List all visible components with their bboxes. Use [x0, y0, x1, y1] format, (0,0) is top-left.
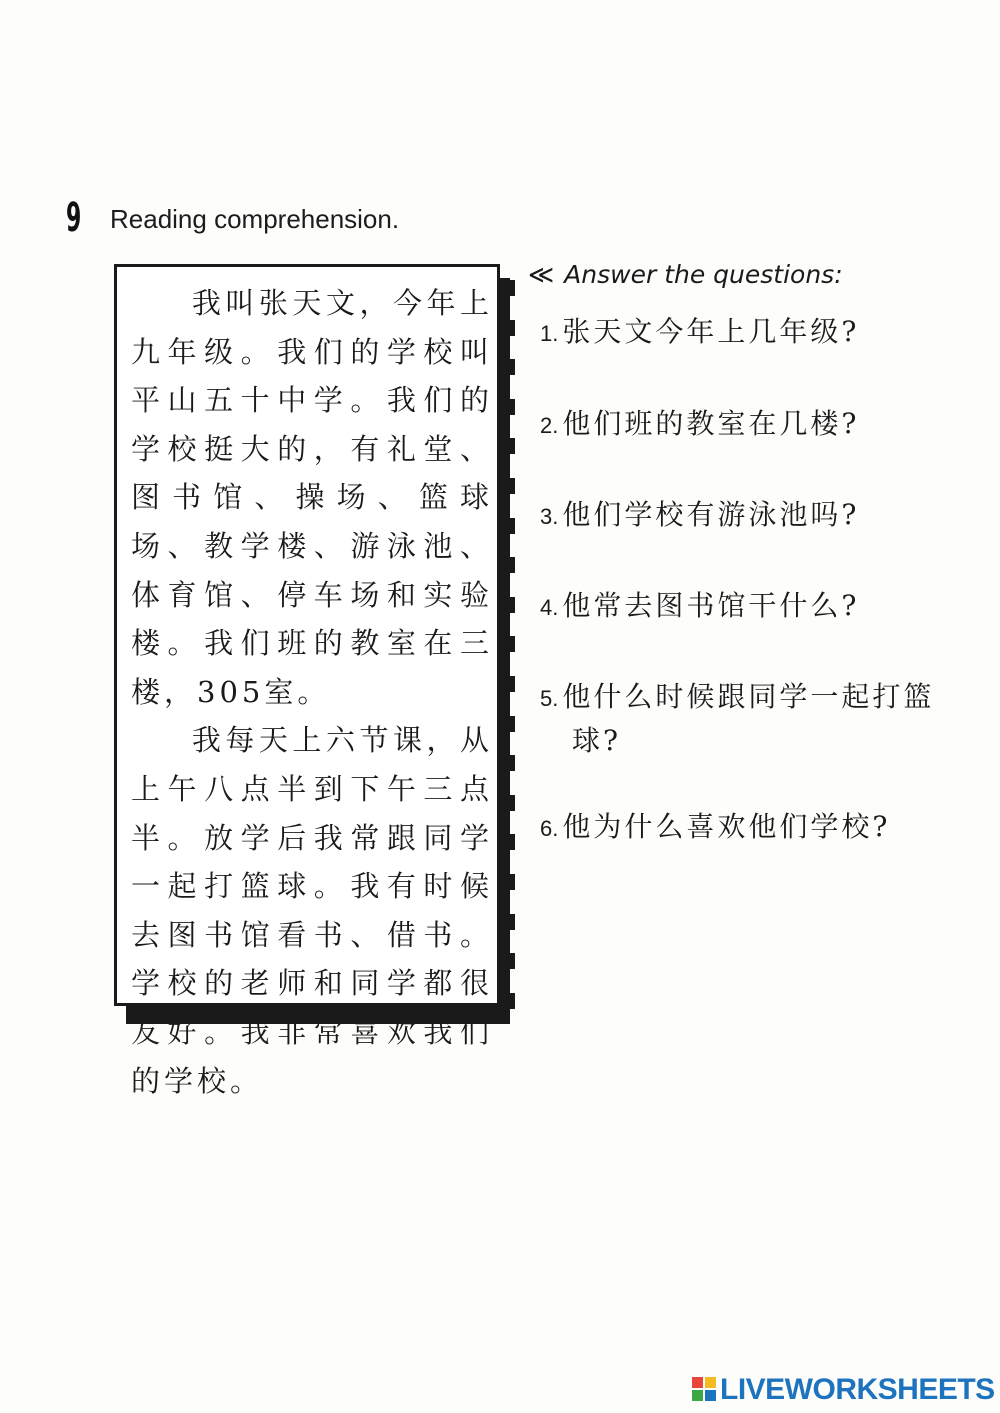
question-2 — [540, 403, 940, 447]
double-chevron-left-icon: ≪ — [528, 260, 555, 289]
question-number: 2. — [540, 413, 559, 438]
passage-box-binding — [505, 280, 517, 1000]
reading-passage-box — [114, 264, 500, 1098]
binding-tooth — [505, 636, 515, 652]
binding-tooth — [505, 557, 515, 573]
binding-tooth — [505, 399, 515, 415]
questions-header — [528, 258, 843, 292]
question-number: 1. — [540, 321, 559, 346]
question-text: 张天文今年上几年级? — [562, 315, 860, 348]
binding-tooth — [505, 597, 515, 613]
reading-passage-text — [131, 279, 493, 1105]
binding-tooth — [505, 320, 515, 336]
binding-tooth — [505, 438, 515, 454]
binding-tooth — [505, 478, 515, 494]
question-4 — [540, 585, 940, 629]
questions-header-label: Answer the questions: — [564, 260, 843, 289]
binding-tooth — [505, 953, 515, 969]
question-number: 4. — [540, 595, 559, 620]
binding-tooth — [505, 676, 515, 692]
question-text: 他为什么喜欢他们学校? — [562, 810, 891, 843]
binding-tooth — [505, 280, 515, 296]
binding-tooth — [505, 518, 515, 534]
section-title: Reading comprehension. — [110, 204, 400, 234]
question-number: 6. — [540, 816, 559, 841]
question-text: 他们班的教室在几楼? — [562, 407, 860, 440]
logo-square — [692, 1390, 703, 1401]
binding-tooth — [505, 874, 515, 890]
section-number: 9 — [66, 195, 82, 241]
question-text: 他常去图书馆干什么? — [562, 589, 860, 622]
question-6 — [540, 806, 940, 850]
question-1 — [540, 311, 940, 355]
question-3 — [540, 494, 940, 538]
question-text: 他们学校有游泳池吗? — [562, 498, 860, 531]
binding-tooth — [505, 755, 515, 771]
binding-tooth — [505, 795, 515, 811]
liveworksheets-logo-icon — [692, 1377, 718, 1403]
binding-tooth — [505, 993, 515, 1009]
question-5 — [540, 676, 957, 762]
logo-text: LIVEWORKSHEETS — [720, 1373, 995, 1406]
binding-tooth — [505, 359, 515, 375]
binding-tooth — [505, 716, 515, 732]
logo-square — [705, 1390, 716, 1401]
binding-tooth — [505, 914, 515, 930]
question-number: 5. — [540, 686, 559, 711]
question-text: 他什么时候跟同学一起打篮球? — [562, 680, 935, 757]
liveworksheets-logo[interactable] — [692, 1373, 995, 1407]
passage-paragraph-2: 我每天上六节课，从上午八点半到下午三点半。放学后我常跟同学一起打篮球。我有时候去图书馆看书、借书。学校的老师和同学都很友好。我非常喜欢我们的学校。 — [131, 723, 493, 1098]
logo-square — [692, 1377, 703, 1388]
passage-paragraph-1: 我叫张天文，今年上九年级。我们的学校叫平山五十中学。我们的学校挺大的，有礼堂、图书馆、操场、篮球场、教学楼、游泳池、体育馆、停车场和实验楼。我们班的教室在三楼，305室。 — [131, 286, 493, 709]
logo-square — [705, 1377, 716, 1388]
question-number: 3. — [540, 504, 559, 529]
binding-tooth — [505, 834, 515, 850]
